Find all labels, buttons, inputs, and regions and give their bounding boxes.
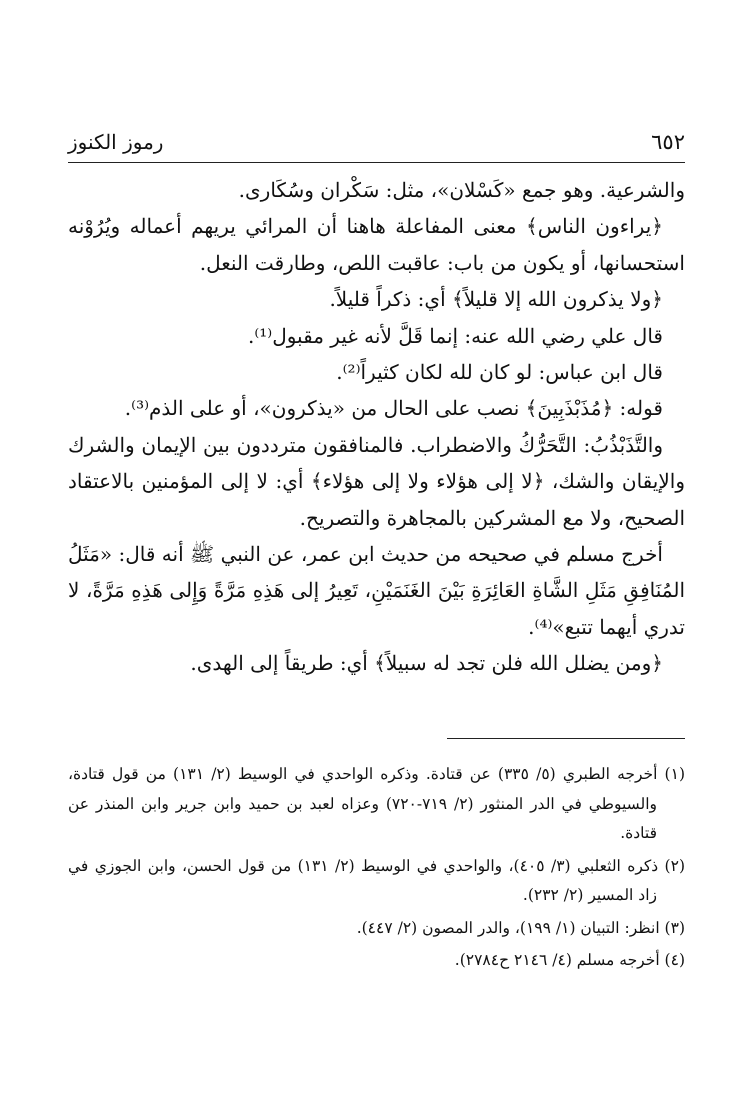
- page-header: [68, 128, 685, 163]
- paragraph: ﴿ولا يذكرون الله إلا قليلاً﴾ أي: ذكراً قليلاً.: [329, 287, 663, 312]
- paragraph: ﴿يراءون الناس﴾ معنى المفاعلة هاهنا أن المرائي يريهم أعماله ويُرُوْنه استحسانها، أو يكون من باب: عاقبت اللص، وطارقت النعل.: [68, 214, 685, 275]
- paragraph: والشرعية. وهو جمع «كَسْلان»، مثل: سَكْران وسُكَارى.: [238, 178, 685, 202]
- paragraph: قال علي رضي الله عنه: إنما قَلَّ لأنه غير مقبول⁽¹⁾.: [247, 323, 663, 348]
- paragraph: قال ابن عباس: لو كان لله لكان كثيراً⁽²⁾.: [336, 360, 663, 385]
- paragraph: ﴿ومن يضلل الله فلن تجد له سبيلاً﴾ أي: طريقاً إلى الهدى.: [190, 651, 663, 676]
- paragraph: قوله: ﴿مُذَبْذَبِينَ﴾ نصب على الحال من «يذكرون»، أو على الذم⁽³⁾.: [124, 396, 663, 421]
- main-text: [68, 172, 685, 682]
- paragraph: أخرج مسلم في صحيحه من حديث ابن عمر، عن النبي ﷺ أنه قال: «مَثَلُ المُنَافِقِ مَثَلِ الشَّاةِ العَائِرَةِ بَيْنَ الغَنَمَيْنِ، تَعِيرُ إلى هَذِهِ مَرَّةً وَإِلى هَذِهِ مَرَّةً، لا تدري أيهما تتبع»⁽⁴⁾.: [68, 542, 685, 639]
- footnotes: [68, 760, 685, 979]
- footnote: (١) أخرجه الطبري (٥/ ٣٣٥) عن قتادة. وذكره الواحدي في الوسيط (٢/ ١٣١) من قول قتادة، والسيوطي في الدر المنثور (٢/ ٧١٩-٧٢٠) وعزاه لعبد بن حميد وابن جرير وابن المنذر عن قتادة.: [68, 765, 685, 842]
- footnote: (٤) أخرجه مسلم (٤/ ٢١٤٦ ح٢٧٨٤).: [454, 951, 685, 969]
- footnote: (٣) انظر: التبيان (١/ ١٩٩)، والدر المصون (٢/ ٤٤٧).: [356, 918, 685, 937]
- paragraph: والتَّذَبْذُبُ: التَّحَرُّكُ والاضطراب. فالمنافقون مترددون بين الإيمان والشرك والإيقان والشك، ﴿لا إلى هؤلاء ولا إلى هؤلاء﴾ أي: لا إلى المؤمنين بالاعتقاد الصحيح، ولا مع المشركين بالمجاهرة والتصريح.: [68, 432, 685, 530]
- running-title: رموز الكنوز: [68, 130, 164, 154]
- page-number: ٦٥٢: [651, 130, 685, 154]
- footnote: (٢) ذكره الثعلبي (٣/ ٤٠٥)، والواحدي في الوسيط (٢/ ١٣١) من قول الحسن، وابن الجوزي في زاد المسير (٢/ ٢٣٢).: [68, 856, 685, 904]
- footnote-separator: [447, 738, 685, 739]
